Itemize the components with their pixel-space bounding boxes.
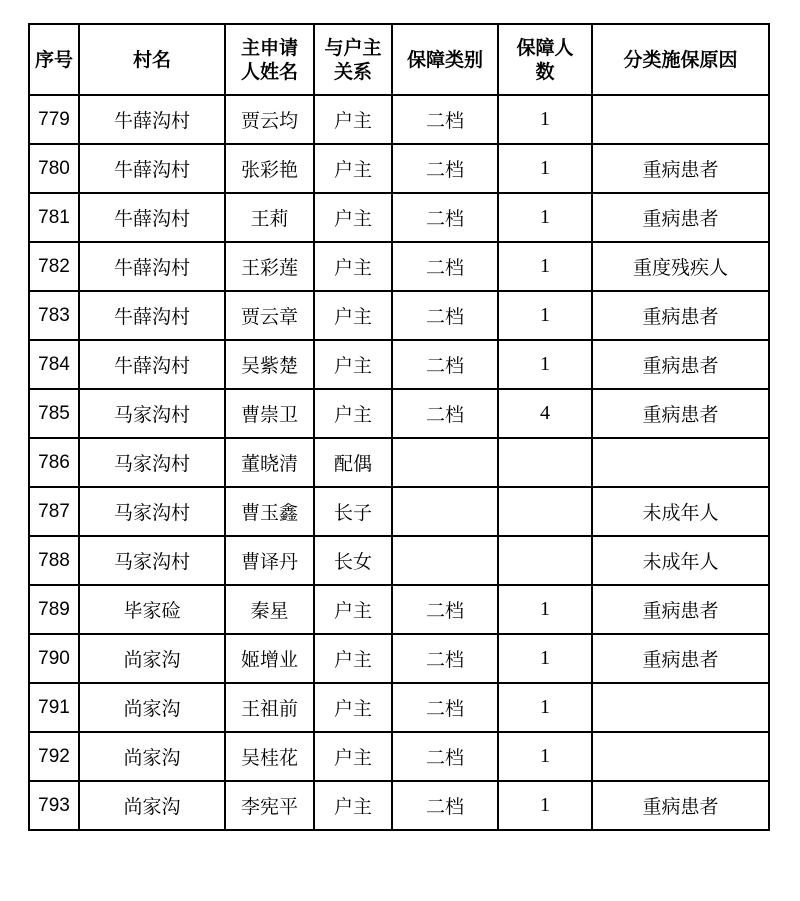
header-relation: 与户主 关系 [314,24,392,95]
document-page [28,23,770,831]
cell-seq: 782 [29,242,79,291]
header-applicant: 主申请 人姓名 [225,24,314,95]
cell-village: 牛薛沟村 [79,144,225,193]
cell-seq: 780 [29,144,79,193]
cell-village: 马家沟村 [79,389,225,438]
cell-village: 马家沟村 [79,536,225,585]
cell-relation: 户主 [314,340,392,389]
cell-seq: 786 [29,438,79,487]
cell-name: 王莉 [225,193,314,242]
table-row [29,585,769,634]
cell-category: 二档 [392,95,498,144]
cell-reason: 重病患者 [592,634,769,683]
cell-count: 1 [498,291,592,340]
cell-village: 尚家沟 [79,732,225,781]
cell-category: 二档 [392,340,498,389]
cell-reason: 未成年人 [592,536,769,585]
cell-count: 1 [498,242,592,291]
cell-relation: 户主 [314,732,392,781]
cell-village: 马家沟村 [79,487,225,536]
cell-village: 牛薛沟村 [79,193,225,242]
cell-reason: 重度残疾人 [592,242,769,291]
cell-count: 1 [498,585,592,634]
cell-seq: 793 [29,781,79,830]
cell-relation: 长子 [314,487,392,536]
cell-seq: 779 [29,95,79,144]
cell-name: 秦星 [225,585,314,634]
cell-seq: 788 [29,536,79,585]
cell-count: 1 [498,193,592,242]
cell-seq: 789 [29,585,79,634]
table-row [29,242,769,291]
cell-category: 二档 [392,732,498,781]
header-seq: 序号 [29,24,79,95]
table-row [29,683,769,732]
table-row [29,634,769,683]
header-reason: 分类施保原因 [592,24,769,95]
cell-category: 二档 [392,585,498,634]
cell-seq: 790 [29,634,79,683]
cell-category [392,487,498,536]
cell-count: 1 [498,781,592,830]
table-row [29,781,769,830]
cell-relation: 户主 [314,242,392,291]
cell-count: 1 [498,340,592,389]
cell-name: 曹崇卫 [225,389,314,438]
cell-seq: 781 [29,193,79,242]
cell-name: 贾云章 [225,291,314,340]
cell-relation: 户主 [314,291,392,340]
cell-name: 张彩艳 [225,144,314,193]
cell-seq: 792 [29,732,79,781]
cell-village: 牛薛沟村 [79,340,225,389]
header-row [29,24,769,95]
table-row [29,732,769,781]
cell-count: 4 [498,389,592,438]
cell-seq: 791 [29,683,79,732]
cell-reason [592,95,769,144]
cell-count [498,536,592,585]
cell-name: 李宪平 [225,781,314,830]
cell-name: 吴紫楚 [225,340,314,389]
cell-category: 二档 [392,389,498,438]
cell-category: 二档 [392,242,498,291]
cell-category: 二档 [392,634,498,683]
cell-reason: 重病患者 [592,340,769,389]
cell-name: 吴桂花 [225,732,314,781]
cell-relation: 户主 [314,193,392,242]
cell-category: 二档 [392,781,498,830]
cell-village: 尚家沟 [79,683,225,732]
cell-relation: 户主 [314,144,392,193]
cell-village: 马家沟村 [79,438,225,487]
cell-count: 1 [498,634,592,683]
cell-relation: 户主 [314,683,392,732]
cell-relation: 户主 [314,634,392,683]
cell-village: 尚家沟 [79,781,225,830]
cell-seq: 783 [29,291,79,340]
cell-category: 二档 [392,291,498,340]
header-category: 保障类别 [392,24,498,95]
cell-category: 二档 [392,683,498,732]
table-row [29,193,769,242]
table-body [29,95,769,830]
cell-reason: 重病患者 [592,389,769,438]
cell-reason: 重病患者 [592,291,769,340]
assistance-table [28,23,770,831]
cell-reason: 重病患者 [592,193,769,242]
cell-reason [592,438,769,487]
cell-count: 1 [498,683,592,732]
cell-name: 王祖前 [225,683,314,732]
cell-reason: 未成年人 [592,487,769,536]
cell-reason [592,732,769,781]
cell-seq: 784 [29,340,79,389]
cell-village: 牛薛沟村 [79,291,225,340]
cell-name: 曹玉鑫 [225,487,314,536]
cell-name: 王彩莲 [225,242,314,291]
cell-relation: 配偶 [314,438,392,487]
cell-seq: 787 [29,487,79,536]
cell-village: 尚家沟 [79,634,225,683]
cell-count [498,438,592,487]
cell-reason [592,683,769,732]
cell-category: 二档 [392,193,498,242]
cell-relation: 户主 [314,585,392,634]
cell-name: 贾云均 [225,95,314,144]
cell-name: 曹译丹 [225,536,314,585]
cell-seq: 785 [29,389,79,438]
cell-category: 二档 [392,144,498,193]
cell-count: 1 [498,732,592,781]
table-row [29,487,769,536]
cell-reason: 重病患者 [592,144,769,193]
cell-relation: 户主 [314,95,392,144]
table-row [29,340,769,389]
cell-name: 姬增业 [225,634,314,683]
cell-village: 毕家硷 [79,585,225,634]
table-row [29,389,769,438]
table-row [29,536,769,585]
table-row [29,291,769,340]
cell-village: 牛薛沟村 [79,95,225,144]
header-count: 保障人 数 [498,24,592,95]
cell-count: 1 [498,95,592,144]
cell-count [498,487,592,536]
cell-reason: 重病患者 [592,781,769,830]
cell-relation: 长女 [314,536,392,585]
cell-name: 董晓清 [225,438,314,487]
cell-reason: 重病患者 [592,585,769,634]
table-row [29,95,769,144]
cell-village: 牛薛沟村 [79,242,225,291]
cell-category [392,438,498,487]
table-row [29,144,769,193]
header-village: 村名 [79,24,225,95]
cell-count: 1 [498,144,592,193]
cell-relation: 户主 [314,389,392,438]
table-row [29,438,769,487]
cell-relation: 户主 [314,781,392,830]
cell-category [392,536,498,585]
